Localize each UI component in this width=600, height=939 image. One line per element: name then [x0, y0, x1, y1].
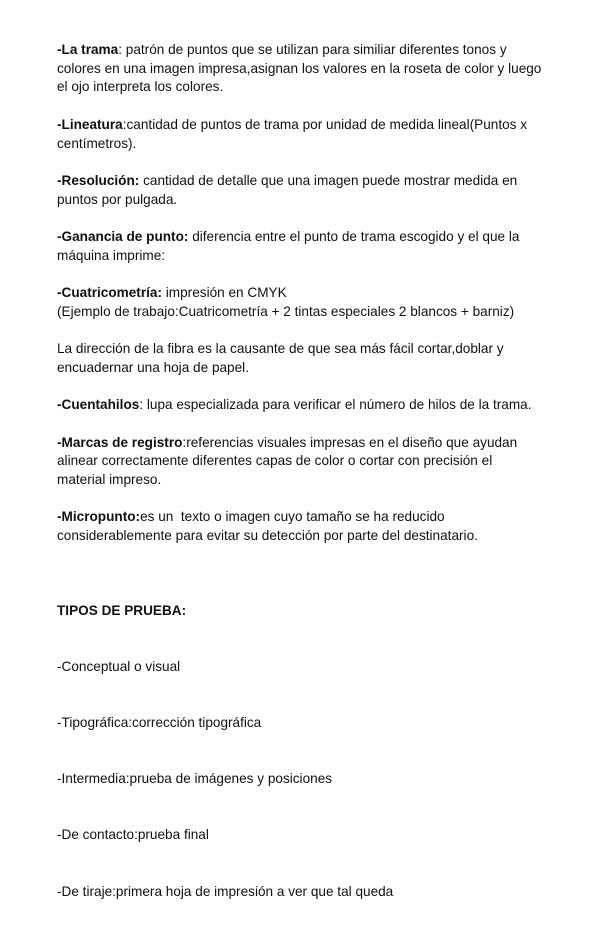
- term-label: -Cuatricometría:: [57, 285, 162, 301]
- section-heading: TIPOS DE PRUEBA:: [57, 602, 187, 618]
- term-label: -Resolución:: [57, 172, 140, 188]
- list-item: -De contacto:prueba final: [57, 827, 209, 843]
- example-text: (Ejemplo de trabajo:Cuatricometría + 2 tintas especiales 2 blancos + barniz): [57, 303, 515, 319]
- paragraph-fibra: La dirección de la fibra es la causante de que sea más fácil cortar,doblar y encuadernar una hoja de papel.: [57, 341, 508, 375]
- definition-cuatricometria: [57, 284, 544, 321]
- list-item: -De tiraje:primera hoja de impresión a ver que tal queda: [57, 883, 394, 899]
- definition-micropunto: [57, 508, 544, 545]
- definition-text: es un texto o imagen cuyo tamaño se ha reducido considerablemente para evitar su detección por parte del destinatario.: [57, 509, 478, 544]
- list-item: -Intermedia:prueba de imágenes y posiciones: [57, 771, 333, 787]
- definition-text: cantidad de puntos de trama por unidad de medida lineal(Puntos x centímetros).: [57, 116, 531, 151]
- definition-ganancia-de-punto: [57, 228, 544, 265]
- definition-marcas-de-registro: -Marcas de registro:referencias visuales impresas en el diseño que ayudan alinear correctamente diferentes capas de color o cortar con precisión el material impreso.: [57, 434, 521, 488]
- definition-text: cantidad de detalle que una imagen puede mostrar medida en puntos por pulgada.: [57, 172, 521, 207]
- list-item: -Conceptual o visual: [57, 659, 181, 675]
- definition-cuentahilos: -Cuentahilos: lupa especializada para verificar el número de hilos de la trama.: [57, 397, 532, 413]
- term-label: -Marcas de registro: [57, 434, 183, 450]
- definition-lineatura: -Lineatura:cantidad de puntos de trama por unidad de medida lineal(Puntos x centímetros).: [57, 116, 531, 151]
- term-label: -La trama: [57, 42, 119, 57]
- definition-text: diferencia entre el punto de trama escogido y el que la máquina imprime:: [57, 228, 524, 263]
- definition-text: patrón de puntos que se utilizan para similiar diferentes tonos y colores en una imagen impresa,asignan los valores en la roseta de color y luego el ojo interpreta los colores.: [57, 42, 546, 95]
- list-item: -Tipográfica:corrección tipográfica: [57, 715, 262, 731]
- term-label: -Lineatura: [57, 116, 123, 132]
- definition-resolucion: [57, 172, 544, 209]
- definition-la-trama: -La trama: patrón de puntos que se utilizan para similiar diferentes tonos y colores en una imagen impresa,asignan los valores en la roseta de color y luego el ojo interpreta los colores.: [57, 42, 546, 95]
- definition-text: lupa especializada para verificar el número de hilos de la trama.: [146, 397, 532, 413]
- definition-text: impresión en CMYK: [165, 285, 287, 301]
- term-label: -Ganancia de punto:: [57, 228, 189, 244]
- term-label: -Micropunto:: [57, 509, 141, 525]
- definition-text: referencias visuales impresas en el diseño que ayudan alinear correctamente diferentes capas de color o cortar con precisión el material impreso.: [57, 434, 521, 488]
- term-label: -Cuentahilos: [57, 397, 140, 413]
- tipos-de-prueba-section: [57, 565, 544, 939]
